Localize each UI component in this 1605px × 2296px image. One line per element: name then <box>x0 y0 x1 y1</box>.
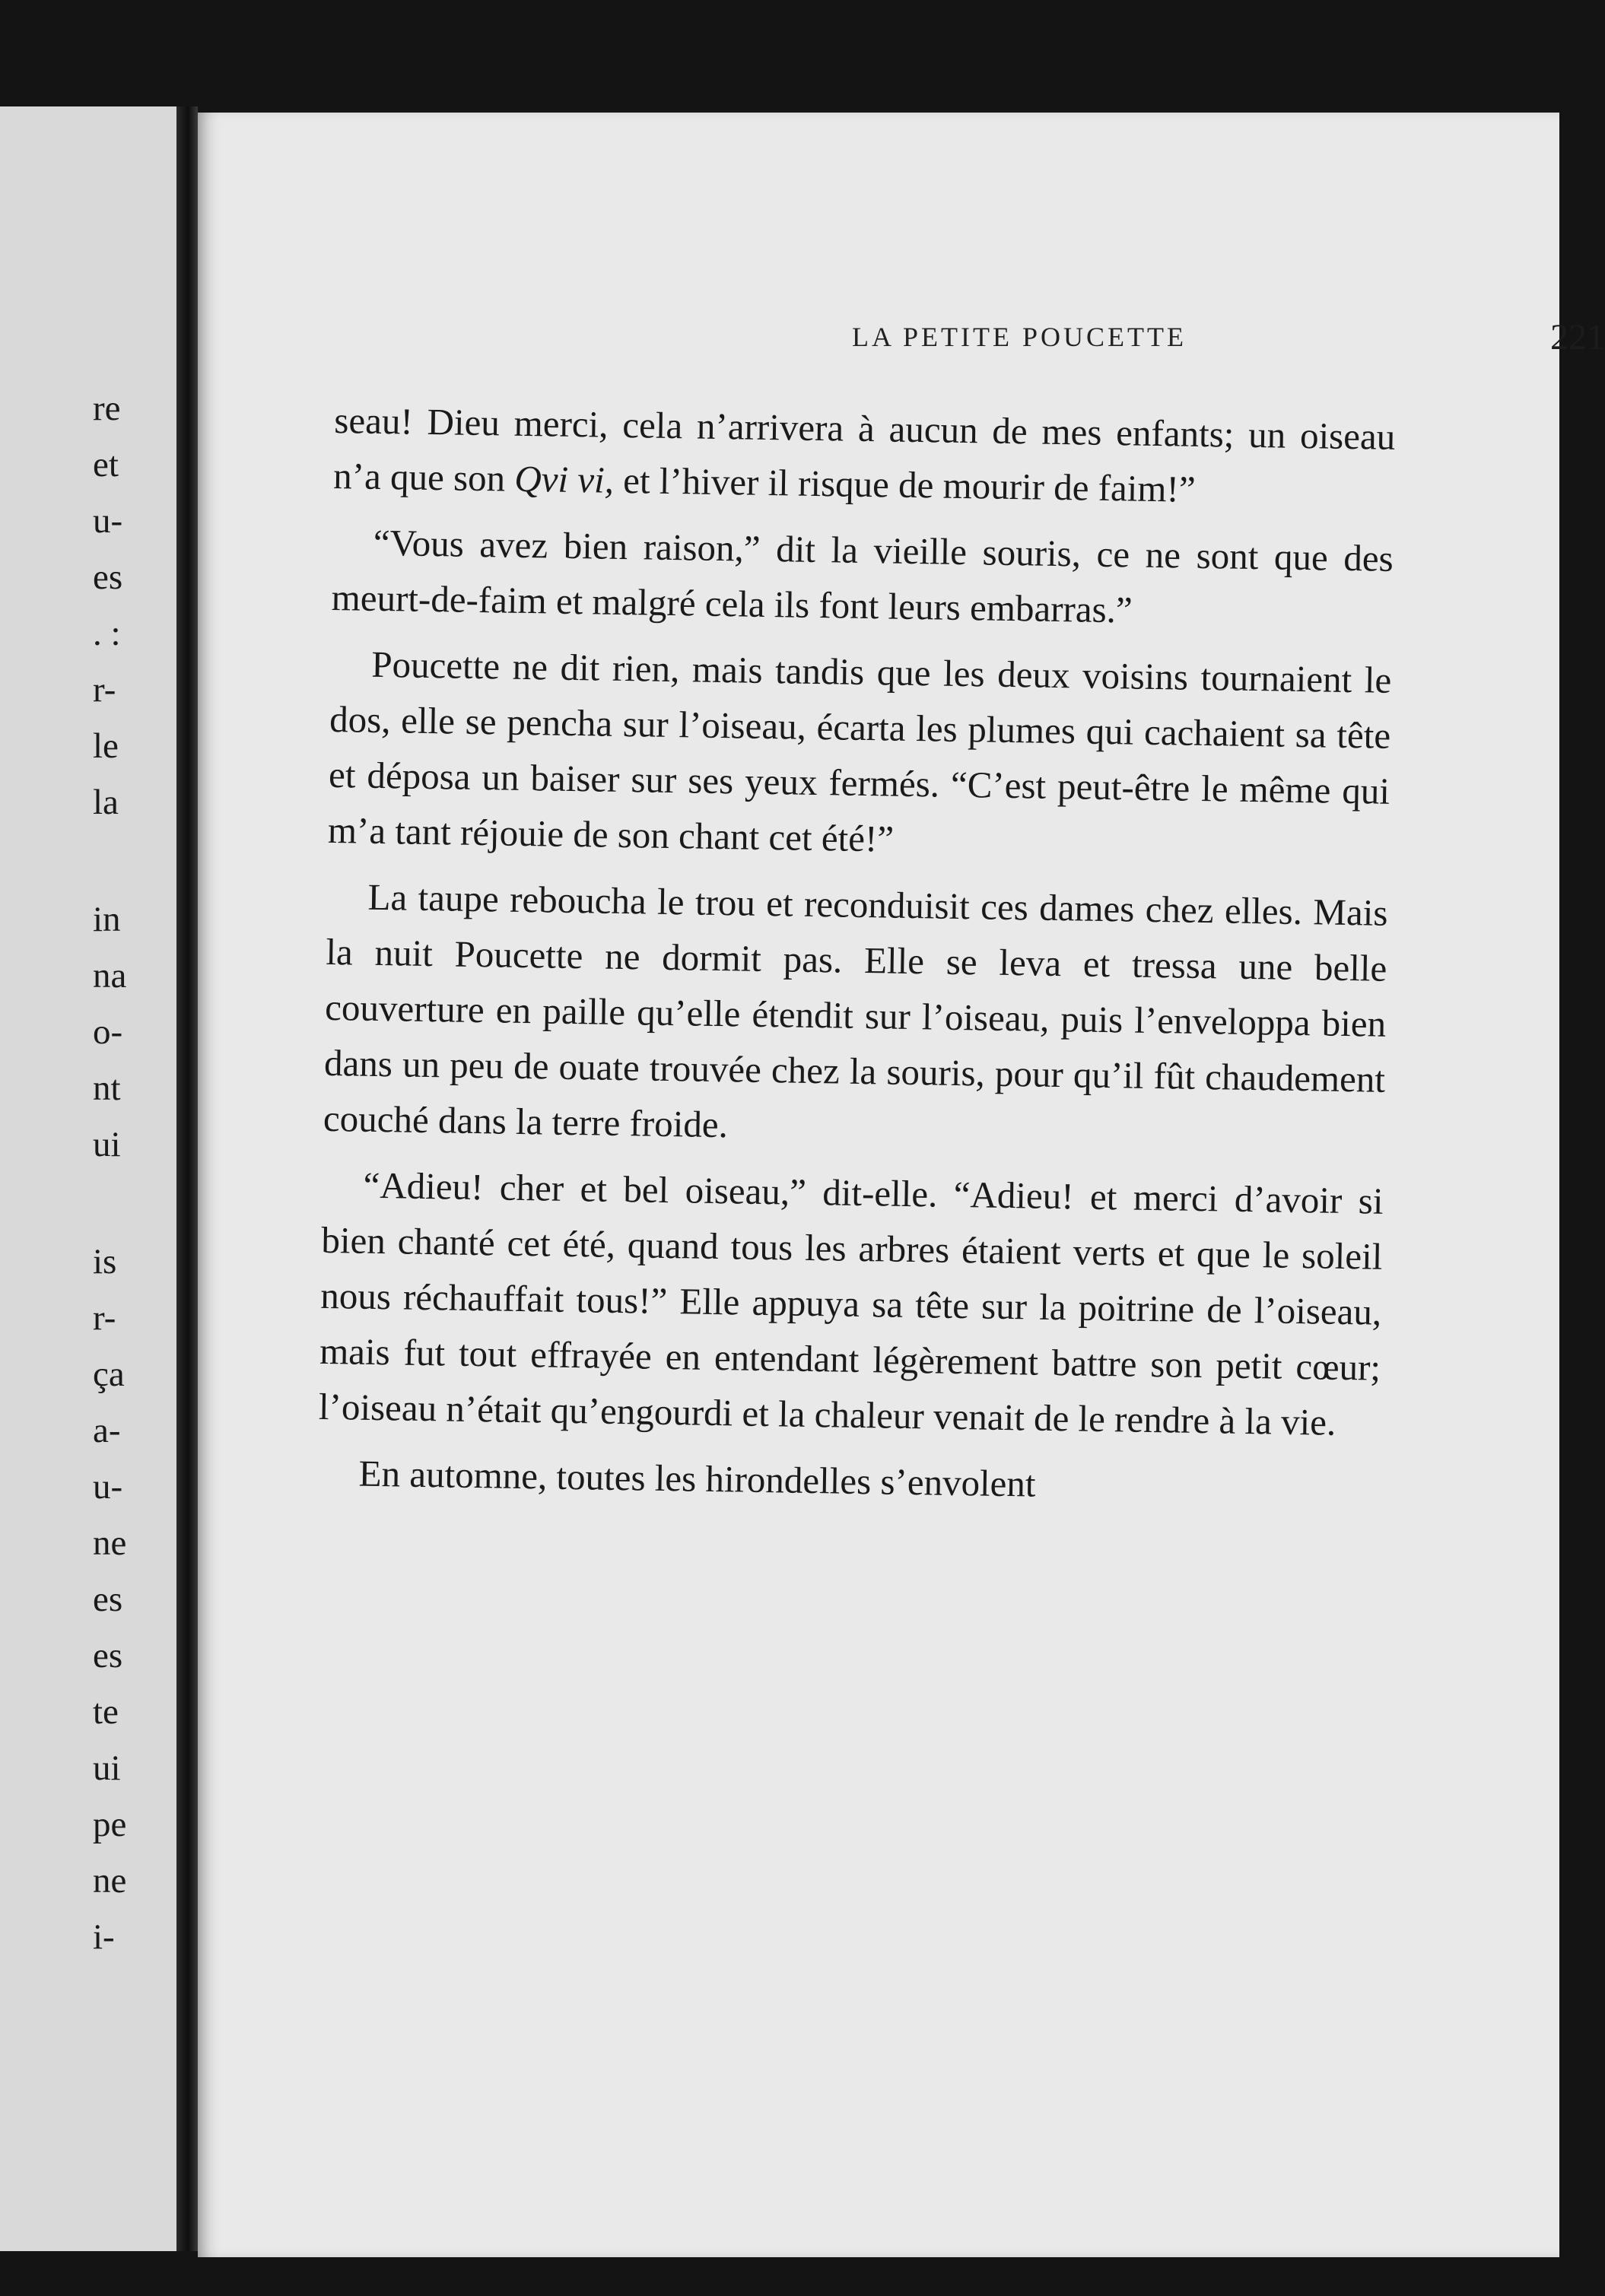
paragraph <box>333 392 1396 520</box>
facing-page-line-fragment <box>93 830 176 891</box>
facing-page-line-fragment: i- <box>93 1917 115 1957</box>
facing-page-line-fragment: es <box>93 557 123 597</box>
paragraph: “Adieu! cher et bel oiseau,” dit-elle. “Adieu! et merci d’avoir si bien chanté cet été, quand tous les arbres étaient verts et que le soleil nous réchauffait tous!” Elle appuya sa tête sur la poitrine de l’oiseau, mais fut tout effrayée en entendant légèrement battre son petit cœur; l’oiseau n’était qu’engourdi et la chaleur venait de le rendre à la vie. <box>318 1164 1384 1443</box>
facing-page-line-fragment <box>93 1173 176 1234</box>
running-head <box>358 316 1605 370</box>
facing-page-line-fragment: r- <box>93 670 116 710</box>
facing-page-text-fragments <box>93 380 176 1965</box>
body-text <box>317 392 1396 1528</box>
paragraph: En automne, toutes les hirondelles s’envolent <box>358 1452 1036 1505</box>
facing-page-line-fragment: ne <box>93 1523 127 1563</box>
facing-page-line-fragment: o- <box>93 1012 123 1052</box>
facing-page-line-fragment: es <box>93 1580 123 1619</box>
paragraph-text: et l’hiver il risque de mourir de faim!” <box>613 459 1197 510</box>
facing-page-line-fragment: es <box>93 1636 123 1675</box>
paragraph: Poucette ne dit rien, mais tandis que les deux voisins tournaient le dos, elle se pencha sur l’oiseau, écarta les plumes qui cachaient sa tête et déposa un baiser sur ses yeux fermés. “C’est peut-être le même qui m’a tant réjouie de son chant cet été!” <box>327 643 1392 860</box>
facing-page-line-fragment: a- <box>93 1411 121 1450</box>
running-title: LA PETITE POUCETTE <box>852 322 1187 352</box>
facing-page-line-fragment: ça <box>93 1354 125 1394</box>
book-page <box>198 113 1605 2257</box>
facing-page-line-fragment: nt <box>93 1069 121 1108</box>
italic-phrase: Qvi vi, <box>513 457 615 501</box>
facing-page-line-fragment: ui <box>93 1748 121 1788</box>
facing-page-line-fragment: r- <box>93 1298 116 1338</box>
facing-page-line-fragment: . : <box>93 614 121 653</box>
facing-page-line-fragment: ui <box>93 1125 121 1164</box>
facing-page-line-fragment: is <box>93 1242 117 1281</box>
facing-page-line-fragment: le <box>93 726 119 766</box>
facing-page-line-fragment: re <box>93 389 121 428</box>
paragraph: “Vous avez bien raison,” dit la vieille souris, ce ne sont que des meurt-de-faim et malgré cela ils font leurs embarras.” <box>331 521 1394 631</box>
book-gutter <box>176 106 198 2251</box>
facing-page-line-fragment: na <box>93 956 127 996</box>
facing-page-line-fragment: ne <box>93 1861 127 1901</box>
facing-page-line-fragment: te <box>93 1692 119 1732</box>
facing-page-line-fragment: u- <box>93 501 123 541</box>
facing-page-line-fragment: in <box>93 900 121 939</box>
page-number: 221 <box>1550 317 1605 357</box>
facing-page-line-fragment: et <box>93 445 119 484</box>
facing-page-line-fragment: u- <box>93 1467 123 1507</box>
facing-page-line-fragment: pe <box>93 1805 127 1844</box>
paragraph: La taupe reboucha le trou et reconduisit ces dames chez elles. Mais la nuit Poucette ne dormit pas. Elle se leva et tressa une belle couverture en paille qu’elle étendit sur l’oiseau, puis l’enveloppa bien dans un peu de ouate trouvée chez la souris, pour qu’il fût chaudement couché dans la terre froide. <box>323 875 1388 1146</box>
facing-page-line-fragment: la <box>93 783 119 822</box>
facing-page-left <box>0 106 176 2251</box>
paragraph-text: seau! Dieu merci, cela n’arrivera à aucun de mes enfants; un oiseau n’a que son <box>332 399 1396 500</box>
